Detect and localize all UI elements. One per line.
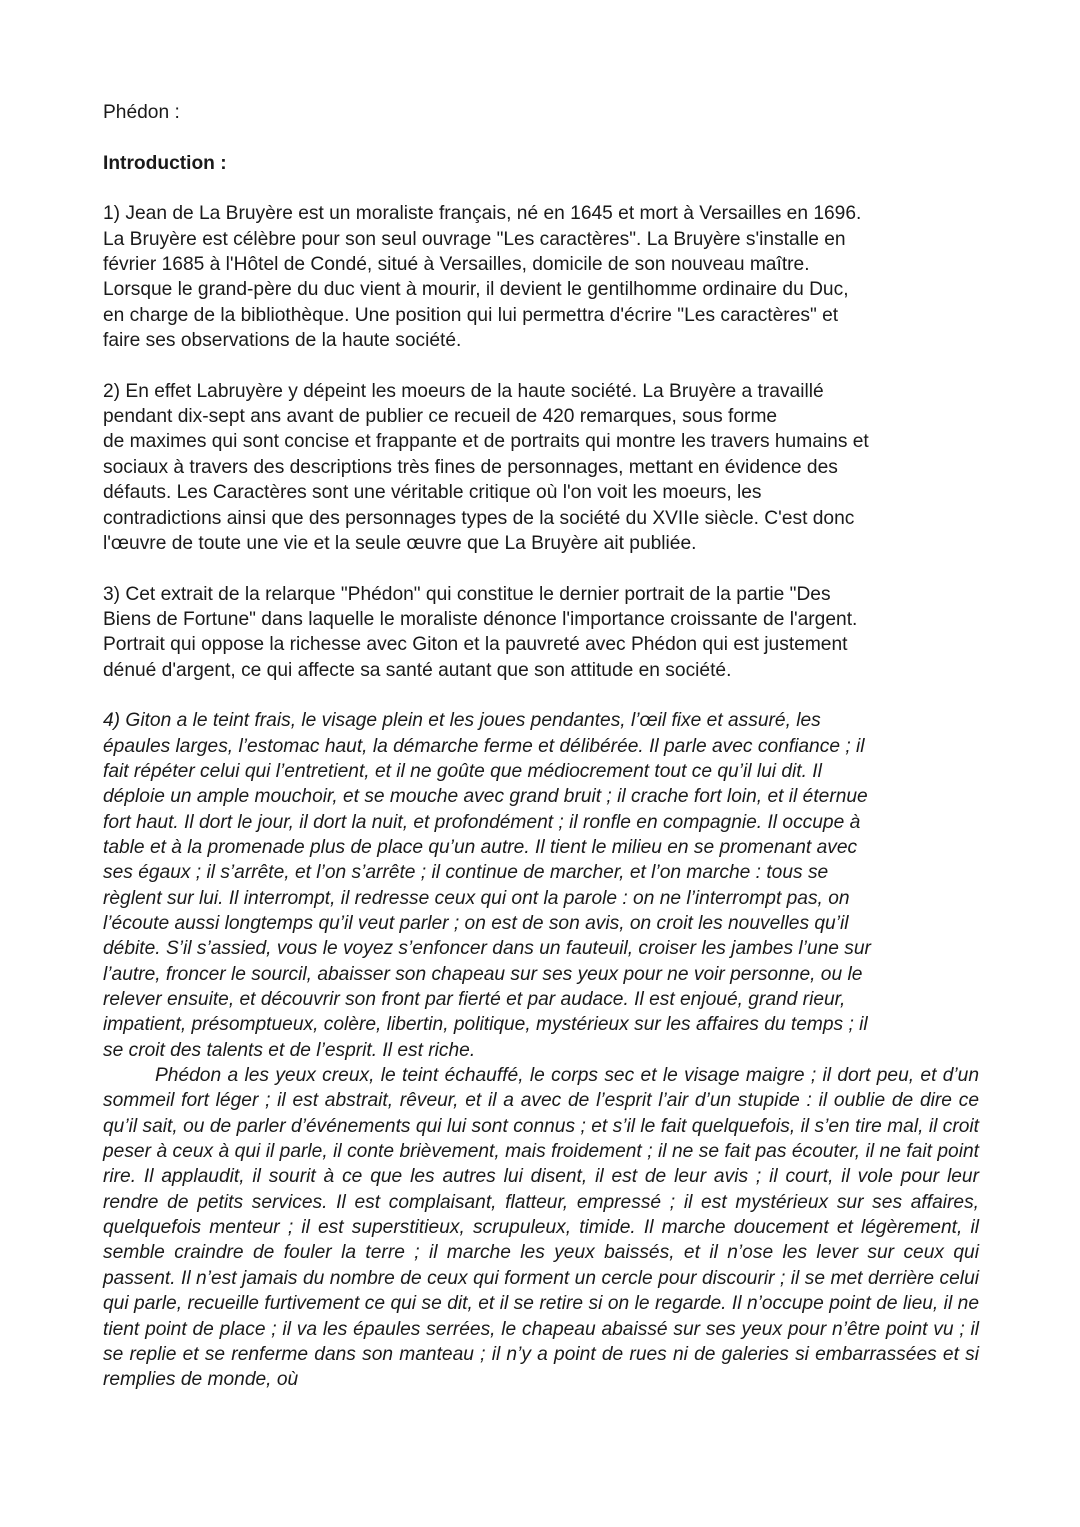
document-title: Phédon :	[103, 102, 180, 123]
text-line: 3) Cet extrait de la relarque "Phédon" qui constitue le dernier portrait de la partie "Des	[103, 583, 831, 605]
quote-line: fait répéter celui qui l’entretient, et il ne goûte que médiocrement tout ce qu’il lui dit. Il	[103, 760, 822, 782]
document-body	[103, 100, 979, 1393]
text-line: Lorsque le grand-père du duc vient à mourir, il devient le gentilhomme ordinaire du Duc,	[103, 279, 849, 301]
text-line: dénué d'argent, ce qui affecte sa santé autant que son attitude en société.	[103, 659, 732, 681]
text-line: février 1685 à l'Hôtel de Condé, situé à Versailles, domicile de son nouveau maître.	[103, 254, 810, 276]
quote-line: table et à la promenade plus de place qu’un autre. Il tient le milieu en se promenant avec	[103, 836, 858, 858]
quote-line: se croit des talents et de l’esprit. Il est riche.	[103, 1039, 476, 1061]
text-line: sociaux à travers des descriptions très fines de personnages, mettant en évidence des	[103, 456, 838, 478]
text-line: Portrait qui oppose la richesse avec Giton et la pauvreté avec Phédon qui est justement	[103, 634, 848, 656]
text-line: en charge de la bibliothèque. Une position qui lui permettra d'écrire "Les caractères" et	[103, 304, 839, 326]
text-line: l'œuvre de toute une vie et la seule œuvre que La Bruyère ait publiée.	[103, 532, 697, 554]
paragraph-1	[103, 201, 979, 353]
section-heading: Introduction :	[103, 152, 227, 174]
paragraph-3	[103, 582, 979, 683]
text-line: La Bruyère est célèbre pour son seul ouvrage "Les caractères". La Bruyère s'installe en	[103, 228, 846, 250]
quote-line: l’écoute aussi longtemps qu’il veut parler ; on est de son avis, on croit les nouvelles qu’il	[103, 913, 849, 934]
text-line: de maximes qui sont concise et frappante et de portraits qui montre les travers humains et	[103, 431, 869, 453]
quote-line: débite. S’il s’assied, vous le voyez s’enfoncer dans un fauteuil, croiser les jambes l’une sur	[103, 938, 871, 960]
quote-line: l’autre, froncer le sourcil, abaisser son chapeau sur ses yeux pour ne voir personne, ou le	[103, 963, 863, 985]
text-line: 2) En effet Labruyère y dépeint les moeurs de la haute société. La Bruyère a travaillé	[103, 380, 824, 402]
quote-phedon: Phédon a les yeux creux, le teint échauffé, le corps sec et le visage maigre ; il dort peu, et d’un sommeil fort léger ; il est abstrait, rêveur, et il a avec de l’esprit l’air d’un stupide : il oublie de dire ce qu’il sait, ou de parler d’événements qui lui sont connus ; et s’il le fait quelquefois, il s’en tire mal, il croit peser à ceux à qui il parle, il conte brièvement, mais froidement ; il ne se fait pas écouter, il ne fait point rire. Il applaudit, il sourit à ce que les autres lui disent, il est de leur avis ; il court, il vole pour leur rendre de petits services. Il est complaisant, flatteur, empressé ; il est mystérieux sur ses affaires, quelquefois menteur ; il est superstitieux, scrupuleux, timide. Il marche doucement et légèrement, il semble craindre de fouler la terre ; il marche les yeux baissés, et il n’ose les lever sur ceux qui passent. Il n’est jamais du nombre de ceux qui forment un cercle pour discourir ; il se met derrière celui qui parle, recueille furtivement ce qui se dit, et il se retire si on le regarde. Il n’occupe point de lieu, il ne tient point de place ; il va les épaules serrées, le chapeau abaissé sur ses yeux pour n’être point vu ; il se replie et se renferme dans son manteau ; il n’y a point de rues ni de galeries si embarrassées et si remplies de monde, où	[103, 1065, 979, 1391]
quote-line: fort haut. Il dort le jour, il dort la nuit, et profondément ; il ronfle en compagnie. Il occupe à	[103, 811, 861, 833]
text-line: pendant dix-sept ans avant de publier ce recueil de 420 remarques, sous forme	[103, 406, 778, 428]
quote-line: impatient, présomptueux, colère, libertin, politique, mystérieux sur les affaires du temps ; il	[103, 1014, 868, 1036]
quote-line: règlent sur lui. Il interrompt, il redresse ceux qui ont la parole : on ne l’interrompt pas, on	[103, 887, 850, 909]
text-line: contradictions ainsi que des personnages types de la société du XVIIe siècle. C'est donc	[103, 507, 855, 529]
text-line: Biens de Fortune" dans laquelle le moraliste dénonce l'importance croissante de l'argent.	[103, 608, 858, 630]
text-line: défauts. Les Caractères sont une véritable critique où l'on voit les moeurs, les	[103, 482, 762, 504]
text-line: 1) Jean de La Bruyère est un moraliste français, né en 1645 et mort à Versailles en 1696.	[103, 203, 862, 225]
paragraph-2	[103, 379, 979, 556]
quote-line: épaules larges, l’estomac haut, la démarche ferme et délibérée. Il parle avec confiance ; il	[103, 735, 865, 757]
quote-line: déploie un ample mouchoir, et se mouche avec grand bruit ; il crache fort loin, et il éternue	[103, 786, 868, 808]
quote-line: relever ensuite, et découvrir son front par fierté et par audace. Il est enjoué, grand rieur,	[103, 989, 846, 1011]
quote-line: ses égaux ; il s’arrête, et l’on s’arrête ; il continue de marcher, et l’on marche : tous se	[103, 862, 829, 884]
quote-giton	[103, 708, 979, 1063]
quote-line: 4) Giton a le teint frais, le visage plein et les joues pendantes, l’œil fixe et assuré, les	[103, 710, 821, 732]
text-line: faire ses observations de la haute société.	[103, 330, 462, 352]
